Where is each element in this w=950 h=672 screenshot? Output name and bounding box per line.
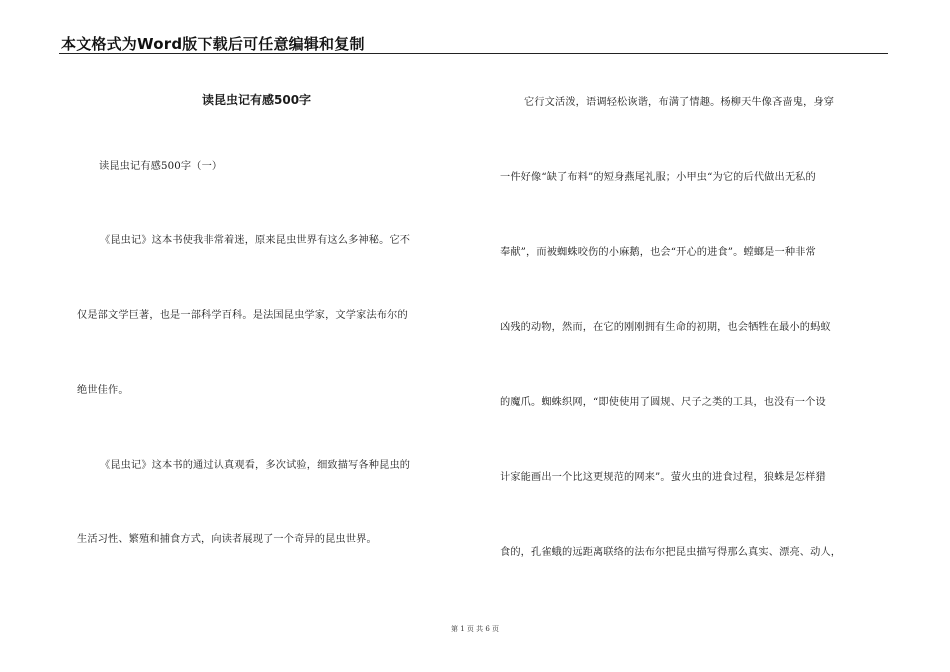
right-column xyxy=(500,0,892,672)
header-note: 本文格式为Word版下载后可任意编辑和复制 xyxy=(61,35,365,53)
page-number: 第 1 页 共 6 页 xyxy=(450,625,500,633)
paragraph-line: 生活习性、繁殖和捕食方式，向读者展现了一个奇异的昆虫世界。 xyxy=(77,534,377,545)
paragraph-line: 读昆虫记有感500字（一） xyxy=(99,161,223,172)
paragraph-line: 食的，孔雀蛾的远距离联络的法布尔把昆虫描写得那么真实、漂亮、动人， xyxy=(500,547,842,558)
paragraph-line: 计家能画出一个比这更规范的网来”。萤火虫的进食过程，狼蛛是怎样猎 xyxy=(500,472,826,483)
paragraph-line: 的魔爪。蜘蛛织网，“即使使用了圆规、尺子之类的工具，也没有一个设 xyxy=(500,397,826,408)
document-title: 读昆虫记有感500字 xyxy=(202,93,312,107)
paragraph-line: 它行文活泼，语调轻松诙谐，布满了情趣。杨柳天牛像吝啬鬼，身穿 xyxy=(524,97,835,108)
paragraph-line: 《昆虫记》这本书的通过认真观看，多次试验，细致描写各种昆虫的 xyxy=(100,460,411,471)
paragraph-line: 仅是部文学巨著，也是一部科学百科。是法国昆虫学家，文学家法布尔的 xyxy=(77,310,408,321)
left-column xyxy=(75,0,465,672)
paragraph-line: 凶残的动物，然而，在它的刚刚拥有生命的初期，也会牺牲在最小的蚂蚁 xyxy=(500,322,831,333)
paragraph-line: 一件好像“缺了布料”的短身燕尾礼服；小甲虫“为它的后代做出无私的 xyxy=(500,172,816,183)
paragraph-line: 绝世佳作。 xyxy=(77,385,129,396)
paragraph-line: 奉献”，而被蜘蛛咬伤的小麻鹅，也会“开心的进食”。螳螂是一种非常 xyxy=(500,247,816,258)
paragraph-line: 《昆虫记》这本书使我非常着迷，原来昆虫世界有这么多神秘。它不 xyxy=(100,235,411,246)
